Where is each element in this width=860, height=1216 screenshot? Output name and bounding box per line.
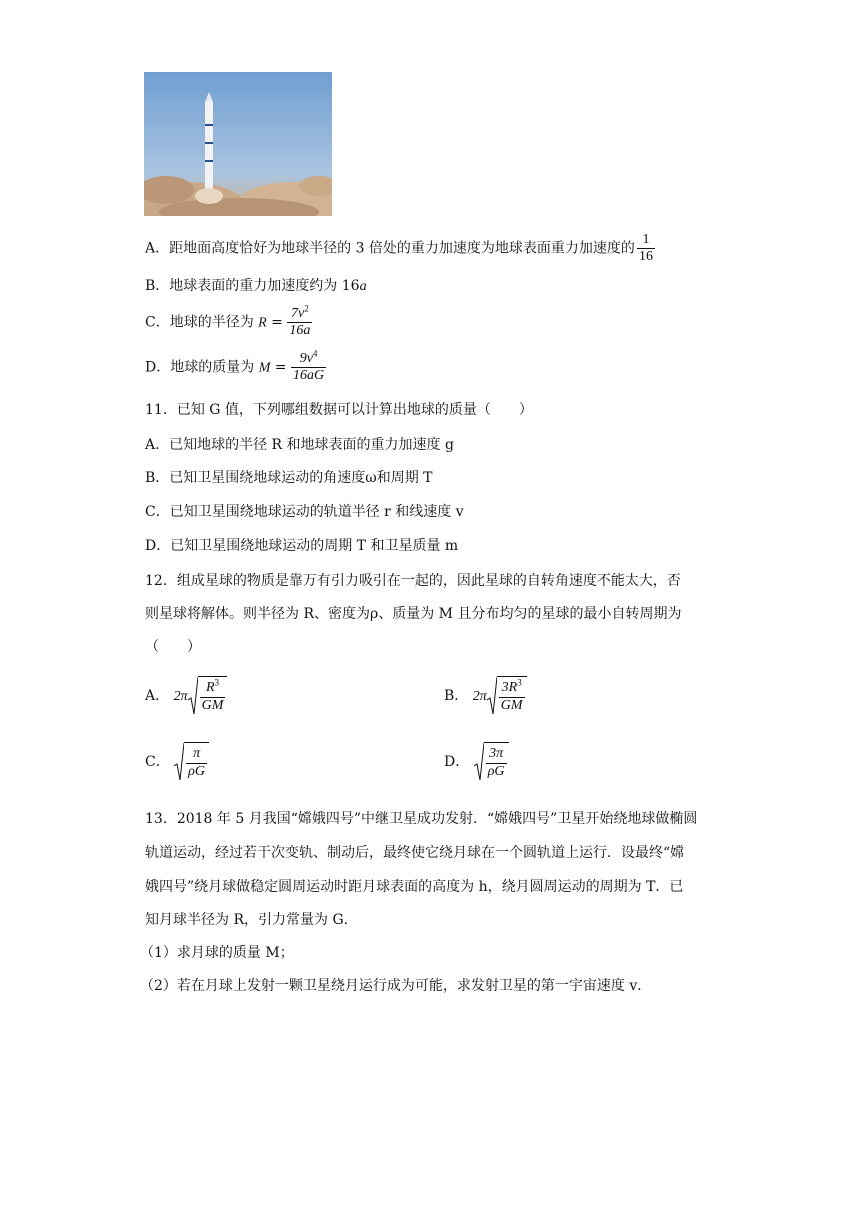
q13-subquestion-2: （2）若在月球上发射一颗卫星绕月运行成为可能，求发射卫星的第一宇宙速度 v． — [140, 978, 652, 994]
q12-stem-line-1: 12．组成星球的物质是靠万有引力吸引在一起的，因此星球的自转角速度不能太大，否 — [145, 573, 681, 589]
q12-option-a-numerator-exp: 3 — [214, 677, 220, 688]
q12-stem-line-2: 则星球将解体。则半径为 R、密度为ρ、质量为 M 且分布均匀的星球的最小自转周期为 — [145, 606, 682, 622]
q10-option-a-label: A． — [145, 240, 170, 257]
q10-option-c-numerator: 7v — [291, 306, 305, 321]
q13-stem-line-1: 13．2018 年 5 月我国“嫦娥四号”中继卫星成功发射．“嫦娥四号”卫星开始绕地球做椭圆 — [145, 811, 698, 827]
q12-option-c-label: C． — [145, 754, 170, 770]
q10-option-d-text: 地球的质量为 — [170, 359, 255, 376]
q10-option-b — [145, 276, 367, 297]
q10-option-b-text: 地球表面的重力加速度约为 16 — [169, 278, 360, 294]
q12-option-d-denominator: ρG — [487, 763, 505, 779]
q10-option-c-denominator: 16a — [289, 323, 311, 339]
q12-option-a-root — [188, 676, 228, 716]
q10-option-d-lhs: M — [258, 360, 271, 376]
q13-stem-line-3: 娥四号”绕月球做稳定圆周运动时距月球表面的高度为 h，绕月圆周运动的周期为 T．已 — [145, 879, 684, 895]
q12-option-b-numerator-exp: 3 — [517, 677, 522, 688]
q13-stem-line-2: 轨道运动，经过若干次变轨、制动后，最终使它绕月球在一个圆轨道上运行．设最终“嫦 — [145, 845, 685, 861]
q10-option-b-var: a — [359, 279, 367, 294]
q12-option-b-root — [487, 676, 527, 716]
q10-option-a-denominator: 16 — [638, 249, 653, 265]
q10-option-a — [145, 232, 655, 265]
q12-option-c-numerator: π — [193, 746, 201, 762]
q10-option-c-numerator-exp: 2 — [304, 303, 309, 314]
q10-option-a-text: 距地面高度恰好为地球半径的 3 倍处的重力加速度为地球表面重力加速度的 — [169, 240, 635, 257]
q10-option-c-lhs: R — [258, 315, 267, 331]
q12-option-b-denominator: GM — [500, 697, 523, 713]
q12-option-b-coef: 2π — [472, 689, 487, 704]
q10-option-d-numerator: 9v — [299, 351, 313, 366]
rocket-launch-image — [144, 72, 332, 216]
q11-option-b: B．已知卫星围绕地球运动的角速度ω和周期 T — [145, 470, 433, 486]
q10-option-c-text: 地球的半径为 — [169, 314, 254, 331]
q12-option-a-denominator: GM — [201, 697, 224, 713]
q10-option-d-denominator: 16aG — [293, 368, 325, 384]
q13-stem-line-4: 知月球半径为 R，引力常量为 G． — [145, 912, 358, 928]
q10-option-a-numerator: 1 — [637, 232, 655, 249]
q12-option-d-numerator: 3π — [489, 746, 504, 762]
q10-option-c-label: C． — [145, 314, 170, 331]
q12-option-a-numerator: R — [205, 680, 215, 696]
q12-option-a — [145, 676, 227, 716]
q10-option-d-fraction — [291, 348, 326, 384]
q11-option-a: A．已知地球的半径 R 和地球表面的重力加速度 g — [145, 437, 454, 453]
q13-subquestion-1: （1）求月球的质量 M； — [140, 945, 294, 961]
q12-option-b — [444, 676, 527, 716]
q12-option-d-root — [474, 742, 509, 782]
q12-option-a-label: A． — [145, 688, 170, 704]
q11-option-c: C．已知卫星围绕地球运动的轨道半径 r 和线速度 v — [145, 504, 464, 520]
q12-option-a-coef: 2π — [173, 689, 188, 704]
q11-option-d: D．已知卫星围绕地球运动的周期 T 和卫星质量 m — [145, 538, 459, 554]
q12-option-b-numerator: 3R — [501, 680, 518, 696]
q12-stem-line-3: （ ） — [145, 639, 201, 655]
q12-option-d-label: D． — [444, 754, 470, 770]
q10-option-d: D．地球的质量为 M = $\frac{9v^4}{16aG}$ — [145, 348, 325, 384]
q10-option-d-numerator-exp: 4 — [312, 348, 318, 359]
q12-option-d — [444, 742, 509, 782]
q10-option-d-label: D． — [145, 359, 171, 376]
q10-option-c: C．地球的半径为 R = $\frac{7v^2}{16a}$ — [145, 303, 311, 339]
q10-option-b-label: B． — [145, 278, 170, 294]
q11-stem: 11．已知 G 值，下列哪组数据可以计算出地球的质量（ ） — [145, 402, 533, 418]
q10-option-a-fraction — [637, 232, 655, 265]
q10-option-c-fraction — [287, 303, 312, 339]
q12-option-c-denominator: ρG — [188, 763, 206, 779]
q12-option-c — [145, 742, 209, 782]
q12-option-b-label: B． — [444, 688, 469, 704]
q12-option-c-root — [174, 742, 209, 782]
